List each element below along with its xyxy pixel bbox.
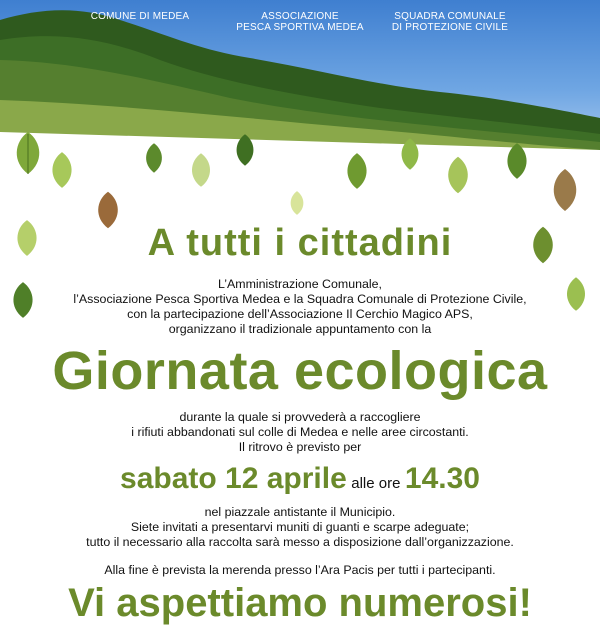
leaf-icon <box>545 165 585 215</box>
middle-text: durante la quale si provvederà a raccogliere i rifiuti abbandonati sul colle di Medea e nelle aree circostanti. Il ritrovo è previsto per <box>131 410 469 454</box>
leaf-icon <box>440 155 476 195</box>
leaf-icon <box>45 150 79 190</box>
leaf-icon <box>185 150 217 190</box>
leaf-icon <box>280 190 314 216</box>
main-heading: A tutti i cittadini <box>147 222 453 264</box>
final-note: Alla fine è prevista la merenda presso l’Ara Pacis per tutti i partecipanti. <box>104 563 496 577</box>
leaf-icon <box>395 135 425 173</box>
closing-heading: Vi aspettiamo numerosi! <box>68 581 532 625</box>
event-title: Giornata ecologica <box>52 341 548 401</box>
intro-text: L’Amministrazione Comunale, l’Associazione Pesca Sportiva Medea e la Squadra Comunale di Protezione Civile, con la partecipazione dell’Associazione Il Cerchio Magico APS, organizzano il tradizionale appuntamento con la <box>73 277 527 336</box>
organization-pesca: ASSOCIAZIONE PESCA SPORTIVA MEDEA <box>236 11 364 33</box>
event-time: 14.30 <box>404 462 480 495</box>
leaf-icon <box>500 140 534 182</box>
date-connector: alle ore <box>351 475 401 492</box>
organization-protezione-civile: SQUADRA COMUNALE DI PROTEZIONE CIVILE <box>391 11 509 33</box>
event-date: sabato 12 aprile <box>120 462 347 495</box>
leaf-icon <box>340 150 374 192</box>
leaf-icon <box>8 130 48 176</box>
organization-comune: COMUNE DI MEDEA <box>90 11 190 22</box>
leaf-icon <box>140 140 168 176</box>
date-time-line <box>0 462 600 496</box>
bottom-text: nel piazzale antistante il Municipio. Siete invitati a presentarvi muniti di guanti e scarpe adeguate; tutto il necessario alla raccolta sarà messo a disposizione dall’organizzazione. <box>86 505 514 549</box>
leaf-icon <box>230 132 260 168</box>
